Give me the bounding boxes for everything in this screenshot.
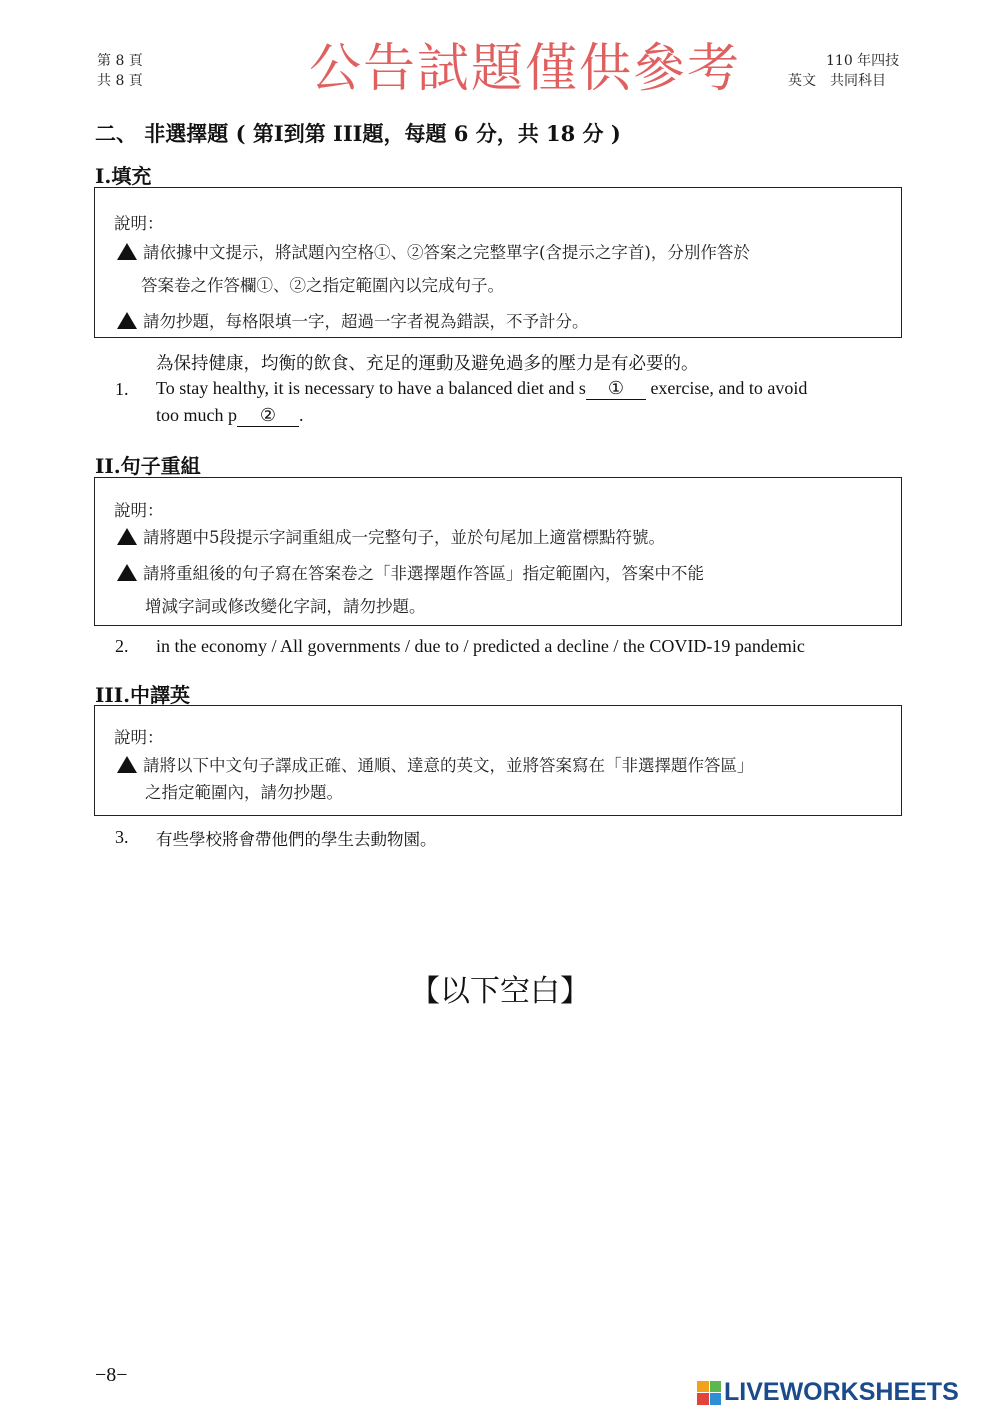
part2-instructions-box [94, 477, 902, 626]
answer-blank-2[interactable]: ② [237, 405, 299, 427]
answer-blank-1[interactable]: ① [586, 378, 646, 400]
instruction-line: 請依據中文提示，將試題內空格①、②答案之完整單字(含提示之字首)，分別作答於 [117, 239, 750, 263]
question1-number: 1. [115, 379, 129, 399]
liveworksheets-icon [697, 1381, 721, 1405]
instruction-line: 請勿抄題，每格限填一字，超過一字者視為錯誤，不予計分。 [117, 308, 589, 332]
part3-instructions-box [94, 705, 902, 816]
question1-hint: 為保持健康，均衡的飲食、充足的運動及避免過多的壓力是有必要的。 [156, 354, 699, 374]
instruction-line: 增減字詞或修改變化字詞，請勿抄題。 [145, 597, 426, 616]
bullet-triangle-icon [117, 528, 137, 545]
instruction-line: 請將重組後的句子寫在答案卷之「非選擇題作答區」指定範圍內，答案中不能 [117, 560, 704, 584]
question1-line1: To stay healthy, it is necessary to have a balanced diet and s ① exercise, and to avoid [156, 378, 808, 398]
brand-name: LIVEWORKSHEETS [724, 1378, 959, 1406]
question3-number: 3. [115, 827, 129, 847]
instruction-line: 答案卷之作答欄①、②之指定範圍內以完成句子。 [141, 276, 504, 295]
question2-number: 2. [115, 636, 129, 656]
instructions-label: 說明： [114, 501, 164, 520]
question3-text: 有些學校將會帶他們的學生去動物園。 [156, 830, 437, 849]
instruction-line: 請將以下中文句子譯成正確、通順、達意的英文，並將答案寫在「非選擇題作答區」 [117, 752, 754, 776]
blank-notice: 【以下空白】 [410, 974, 590, 1009]
instruction-line: 請將題中5段提示字詞重組成一完整句子，並於句尾加上適當標點符號。 [117, 524, 665, 548]
part2-title: II.句子重組 [95, 454, 201, 478]
part1-instructions-box [94, 187, 902, 338]
page-number: 第 8 頁 [97, 53, 143, 69]
bullet-triangle-icon [117, 756, 137, 773]
part3-title: III.中譯英 [95, 683, 191, 707]
bullet-triangle-icon [117, 564, 137, 581]
brand-logo[interactable] [697, 1378, 959, 1407]
instruction-line: 之指定範圍內，請勿抄題。 [145, 783, 343, 802]
reference-stamp: 公告試題僅供參考 [308, 39, 741, 99]
instructions-label: 說明： [114, 214, 164, 233]
exam-subject: 英文 共同科目 [788, 73, 886, 89]
section-title: 二、 非選擇題 ( 第I到第 III題，每題 6 分，共 18 分 ) [95, 121, 621, 146]
bullet-triangle-icon [117, 243, 137, 260]
bullet-triangle-icon [117, 312, 137, 329]
question2-text: in the economy / All governments / due to / predicted a decline / the COVID-19 pandemic [156, 636, 805, 656]
part1-title: I.填充 [95, 164, 152, 188]
question1-line2: too much p ② . [156, 405, 304, 425]
footer-page-number: −8− [95, 1364, 128, 1386]
exam-year: 110 年四技 [826, 53, 900, 69]
instructions-label: 說明： [114, 728, 164, 747]
total-pages: 共 8 頁 [97, 73, 143, 89]
